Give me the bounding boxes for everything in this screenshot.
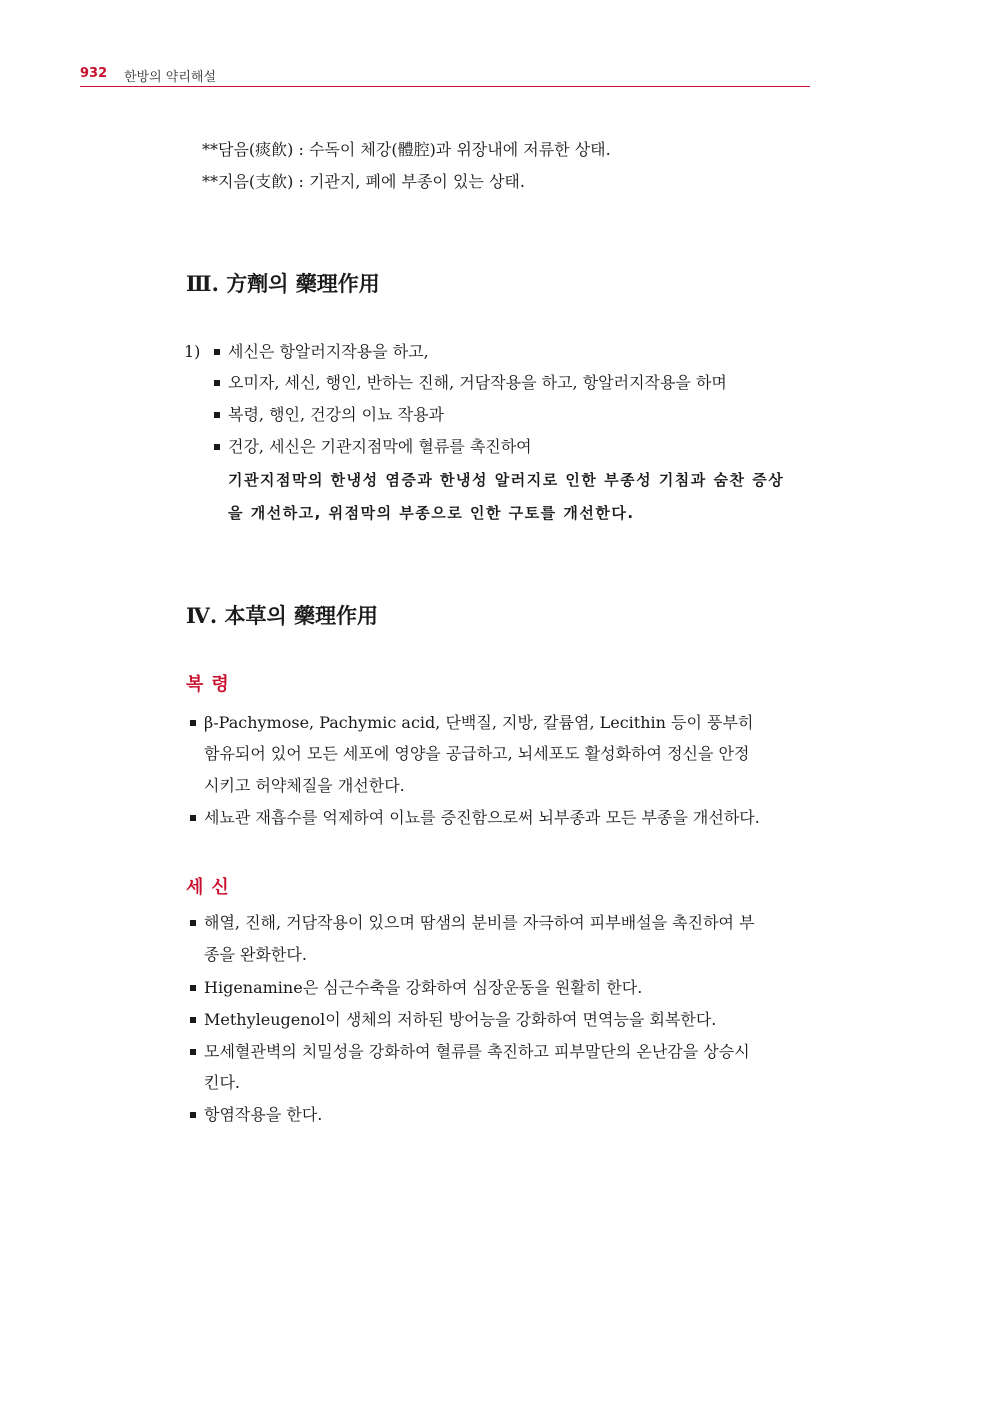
bullet-icon <box>214 349 220 355</box>
summary-line-2: 을 개선하고, 위점막의 부종으로 인한 구토를 개선한다. <box>228 504 635 522</box>
note-dameum: **담음(痰飮) : 수독이 체강(體腔)과 위장내에 저류한 상태. <box>202 140 611 159</box>
list-item: 모세혈관벽의 치밀성을 강화하여 혈류를 촉진하고 피부말단의 온난감을 상승시 <box>190 1042 750 1062</box>
bullet-icon <box>190 920 196 926</box>
list-item: 항염작용을 한다. <box>190 1105 322 1125</box>
list-item: Methyleugenol이 생체의 저하된 방어능을 강화하여 면역능을 회복한다. <box>190 1010 716 1030</box>
bullet-icon <box>190 815 196 821</box>
page-number: 932 <box>80 66 108 81</box>
list-item: β-Pachymose, Pachymic acid, 단백질, 지방, 칼륨염, Lecithin 등이 풍부히 <box>190 713 753 733</box>
note-jieum: **지음(支飮) : 기관지, 폐에 부종이 있는 상태. <box>202 172 525 191</box>
list-item: 세신은 항알러지작용을 하고, <box>214 342 429 362</box>
bullet-icon <box>190 720 196 726</box>
book-title: 한방의 약리해설 <box>124 70 217 85</box>
bullet-icon <box>190 1112 196 1118</box>
bullet-icon <box>190 985 196 991</box>
page-header <box>80 66 810 87</box>
list-item-continuation: 시키고 허약체질을 개선한다. <box>204 776 405 795</box>
list-item: 건강, 세신은 기관지점막에 혈류를 촉진하여 <box>214 437 532 457</box>
bullet-icon <box>190 1049 196 1055</box>
list-item: Higenamine은 심근수축을 강화하여 심장운동을 원활히 한다. <box>190 978 642 998</box>
section-4-title: Ⅳ. 本草의 藥理作用 <box>186 603 379 628</box>
list-item-continuation: 함유되어 있어 모든 세포에 영양을 공급하고, 뇌세포도 활성화하여 정신을 안정 <box>204 744 750 763</box>
list-item-continuation: 종을 완화한다. <box>204 945 307 964</box>
item-label: 1) <box>184 342 201 361</box>
herb-title-sesin: 세신 <box>186 877 237 898</box>
herb-title-bokryeong: 복령 <box>186 674 237 695</box>
bullet-icon <box>214 444 220 450</box>
summary-line-1: 기관지점막의 한냉성 염증과 한냉성 알러지로 인한 부종성 기침과 숨찬 증상 <box>228 471 785 489</box>
bullet-icon <box>214 412 220 418</box>
bullet-icon <box>214 380 220 386</box>
list-item: 오미자, 세신, 행인, 반하는 진해, 거담작용을 하고, 항알러지작용을 하며 <box>214 373 727 393</box>
bullet-icon <box>190 1017 196 1023</box>
list-item: 복령, 행인, 건강의 이뇨 작용과 <box>214 405 444 425</box>
list-item: 해열, 진해, 거담작용이 있으며 땀샘의 분비를 자극하여 피부배설을 촉진하여 부 <box>190 913 755 933</box>
list-item-continuation: 킨다. <box>204 1073 240 1092</box>
list-item: 세뇨관 재흡수를 억제하여 이뇨를 증진함으로써 뇌부종과 모든 부종을 개선하다. <box>190 808 760 828</box>
section-3-title: Ⅲ. 方劑의 藥理作用 <box>186 271 380 296</box>
